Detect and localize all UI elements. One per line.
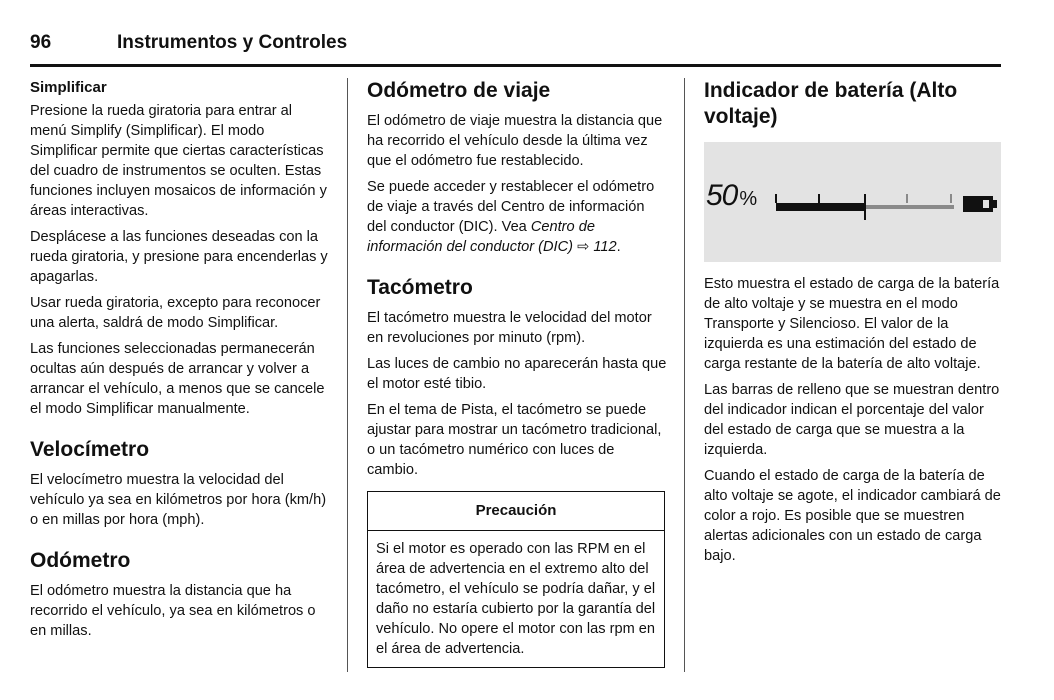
- column-right: [704, 78, 1004, 572]
- simplify-heading: Simplificar: [30, 79, 107, 96]
- tachometer-paragraph: Las luces de cambio no aparecerán hasta que el motor esté tibio.: [367, 356, 667, 392]
- battery-gauge-heading: Indicador de batería (Alto voltaje): [704, 79, 958, 128]
- gauge-fill-bar: [776, 203, 865, 211]
- column-left: [30, 78, 330, 647]
- simplify-paragraph: Las funciones seleccionadas permanecerán ocultas aún después de arrancar y volver a arrancar el vehículo, a menos que se cancele el modo Simplificar manualmente.: [30, 341, 325, 417]
- caution-text: Si el motor es operado con las RPM en el área de advertencia en el extremo alto del tacómetro, el vehículo se podría dañar, y el daño no estaría cubierto por la garantía del vehículo. No opere el motor con las rpm en el área de advertencia.: [376, 541, 656, 657]
- simplify-paragraph: Desplácese a las funciones deseadas con la rueda giratoria, y presione para encenderlas y apagarlas.: [30, 229, 328, 285]
- page-number: 96: [30, 32, 52, 53]
- column-middle: [367, 78, 667, 668]
- page-ref-arrow-icon: ⇨: [577, 239, 590, 255]
- tachometer-paragraph: El tacómetro muestra le velocidad del motor en revoluciones por minuto (rpm).: [367, 310, 652, 346]
- trip-odometer-paragraph: El odómetro de viaje muestra la distancia que ha recorrido el vehículo desde la última vez que el odómetro fue restablecido.: [367, 113, 663, 169]
- trip-odometer-paragraph: [367, 177, 667, 257]
- battery-icon-inner: [983, 200, 989, 208]
- speedometer-paragraph: El velocímetro muestra la velocidad del vehículo ya sea en kilómetros por hora (km/h) o en millas por hora (mph).: [30, 472, 327, 528]
- battery-bar-graphic: [704, 142, 1001, 262]
- simplify-paragraph: Usar rueda giratoria, excepto para reconocer una alerta, saldrá de modo Simplificar.: [30, 295, 321, 331]
- simplify-paragraph: Presione la rueda giratoria para entrar al menú Simplify (Simplificar). El modo Simplificar permite que ciertas características del cuadro de instrumentos se oculten. Estas funciones incluyen mosaicos de información y áreas interactivas.: [30, 103, 327, 219]
- odometer-paragraph: El odómetro muestra la distancia que ha recorrido el vehículo, ya sea en kilómetros o en millas.: [30, 583, 316, 639]
- trip-text-end: .: [616, 239, 621, 255]
- battery-paragraph: Las barras de relleno que se muestran dentro del indicador indican el porcentaje del valor del estado de carga que se muestra a la izquierda.: [704, 382, 1000, 458]
- gauge-number: 50: [706, 179, 738, 212]
- page-header: [30, 30, 1001, 67]
- battery-icon-terminal: [993, 200, 997, 208]
- trip-odometer-heading: Odómetro de viaje: [367, 79, 551, 102]
- caution-box: [367, 491, 665, 668]
- battery-gauge-illustration: [704, 142, 1001, 262]
- odometer-heading: Odómetro: [30, 549, 131, 572]
- speedometer-heading: Velocímetro: [30, 438, 150, 461]
- column-divider: [684, 78, 685, 672]
- chapter-title: Instrumentos y Controles: [117, 32, 348, 53]
- battery-paragraph: Cuando el estado de carga de la batería de alto voltaje se agote, el indicador cambiará de color a rojo. Es posible que se muestren alertas adicionales con un estado de carga bajo.: [704, 468, 1001, 564]
- gauge-unit: %: [739, 188, 757, 210]
- tachometer-heading: Tacómetro: [367, 276, 473, 299]
- page-ref-number[interactable]: 112: [593, 239, 617, 255]
- dic-link[interactable]: Centro de información del conductor (DIC): [367, 219, 595, 255]
- trip-text: Se puede acceder y restablecer el odómetro de viaje a través del Centro de información del conductor (DIC). Vea: [367, 179, 655, 235]
- caution-title: Precaución: [368, 492, 664, 531]
- battery-paragraph: Esto muestra el estado de carga de la batería de alto voltaje y se muestra en el modo Transporte y Silencioso. El valor de la izquierda es una estimación del estado de carga restante de la batería de alto voltaje.: [704, 276, 1000, 372]
- tachometer-paragraph: En el tema de Pista, el tacómetro se puede ajustar para mostrar un tacómetro tradicional, o un tacómetro numérico con luces de cambio.: [367, 402, 662, 478]
- column-divider: [347, 78, 348, 672]
